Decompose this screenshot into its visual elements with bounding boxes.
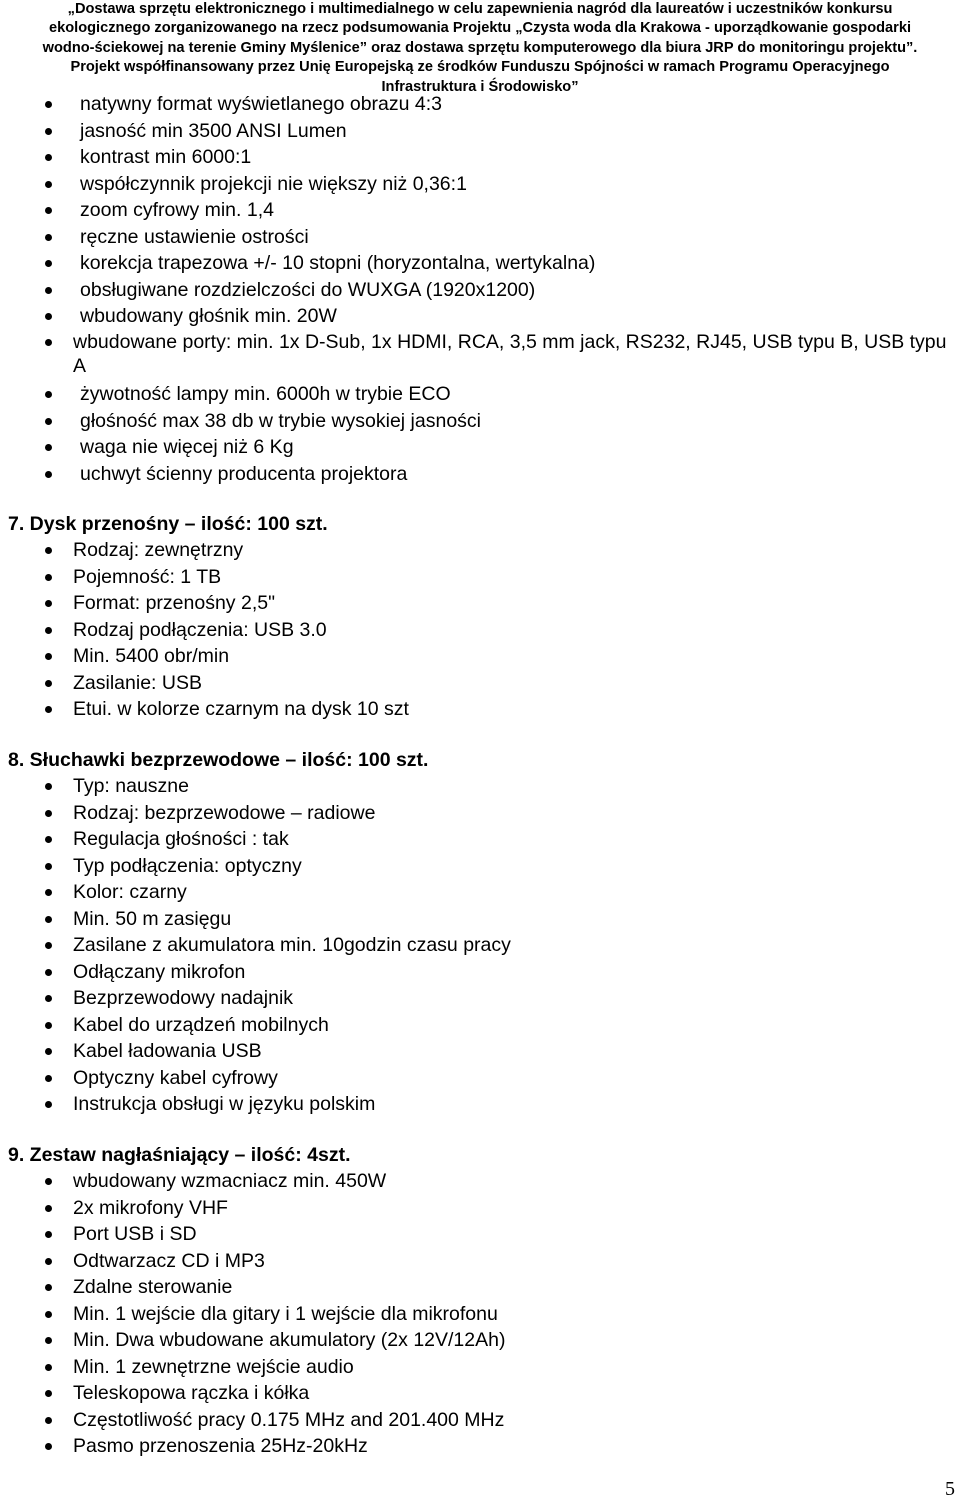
bullet-icon — [45, 1311, 52, 1318]
bullet-icon — [45, 1417, 52, 1424]
list-item: wbudowany głośnik min. 20W — [80, 303, 595, 330]
bullet-icon — [45, 600, 52, 607]
list-item: Zasilane z akumulatora min. 10godzin czasu pracy — [73, 932, 511, 959]
bullet-icon — [45, 995, 52, 1002]
list-item: natywny format wyświetlanego obrazu 4:3 — [80, 91, 595, 118]
list-item: Typ podłączenia: optyczny — [73, 853, 511, 880]
header-line: Infrastruktura i Środowisko” — [381, 78, 579, 95]
bullet-icon — [45, 1178, 52, 1185]
bullet-icon — [45, 706, 52, 713]
bullet-icon — [45, 836, 52, 843]
header-line: „Dostawa sprzętu elektronicznego i multimedialnego w celu zapewnienia nagród dla laureatów i uczestników konkursu — [67, 1, 893, 17]
list-item: Rodzaj: zewnętrzny — [73, 537, 409, 564]
portable-drive-list — [73, 537, 409, 723]
bullet-icon — [45, 889, 52, 896]
bullet-icon — [45, 313, 52, 320]
bullet-icon — [45, 1258, 52, 1265]
list-item: Min. 1 zewnętrzne wejście audio — [73, 1354, 505, 1381]
bullet-icon — [45, 1364, 52, 1371]
projector-spec-list-cont — [73, 330, 958, 378]
document-header — [0, 0, 960, 97]
list-item: Port USB i SD — [73, 1221, 505, 1248]
list-item: Min. Dwa wbudowane akumulatory (2x 12V/12Ah) — [73, 1327, 505, 1354]
bullet-icon — [45, 942, 52, 949]
bullet-icon — [45, 1022, 52, 1029]
bullet-icon — [45, 1205, 52, 1212]
projector-spec-list-end — [80, 381, 481, 487]
bullet-icon — [45, 969, 52, 976]
bullet-icon — [45, 444, 52, 451]
list-item: zoom cyfrowy min. 1,4 — [80, 197, 595, 224]
list-item: Kabel ładowania USB — [73, 1038, 511, 1065]
header-line: ekologicznego zorganizowanego na rzecz podsumowania Projektu „Czysta woda dla Krakowa - uporządkowanie gospodarki — [49, 20, 911, 37]
list-item: Regulacja głośności : tak — [73, 826, 511, 853]
list-item: Rodzaj podłączenia: USB 3.0 — [73, 617, 409, 644]
bullet-icon — [45, 287, 52, 294]
list-item: Odtwarzacz CD i MP3 — [73, 1248, 505, 1275]
list-item: głośność max 38 db w trybie wysokiej jasności — [80, 408, 481, 435]
bullet-icon — [45, 916, 52, 923]
projector-spec-list — [80, 91, 595, 330]
list-item: Teleskopowa rączka i kółka — [73, 1380, 505, 1407]
list-item: żywotność lampy min. 6000h w trybie ECO — [80, 381, 481, 408]
bullet-icon — [45, 260, 52, 267]
list-item: wbudowane porty: min. 1x D-Sub, 1x HDMI, RCA, 3,5 mm jack, RS232, RJ45, USB typu B, USB typu A — [73, 330, 958, 378]
list-item: Min. 5400 obr/min — [73, 643, 409, 670]
bullet-icon — [45, 680, 52, 687]
list-item: korekcja trapezowa +/- 10 stopni (horyzontalna, wertykalna) — [80, 250, 595, 277]
bullet-icon — [45, 1390, 52, 1397]
page-number: 5 — [945, 1478, 955, 1500]
bullet-icon — [45, 418, 52, 425]
bullet-icon — [45, 1101, 52, 1108]
bullet-icon — [45, 547, 52, 554]
list-item: jasność min 3500 ANSI Lumen — [80, 118, 595, 145]
list-item: Pasmo przenoszenia 25Hz-20kHz — [73, 1433, 505, 1460]
bullet-icon — [45, 128, 52, 135]
list-item: Typ: nauszne — [73, 773, 511, 800]
list-item: Zdalne sterowanie — [73, 1274, 505, 1301]
section-title-wireless-headphones: 8. Słuchawki bezprzewodowe – ilość: 100 szt. — [8, 749, 429, 771]
list-item: 2x mikrofony VHF — [73, 1195, 505, 1222]
bullet-icon — [45, 1048, 52, 1055]
list-item: Zasilanie: USB — [73, 670, 409, 697]
list-item: uchwyt ścienny producenta projektora — [80, 461, 481, 488]
list-item: wbudowany wzmacniacz min. 450W — [73, 1168, 505, 1195]
list-item: Instrukcja obsługi w języku polskim — [73, 1091, 511, 1118]
bullet-icon — [45, 207, 52, 214]
bullet-icon — [45, 471, 52, 478]
section-title-portable-drive: 7. Dysk przenośny – ilość: 100 szt. — [8, 513, 328, 535]
list-item: Pojemność: 1 TB — [73, 564, 409, 591]
bullet-icon — [45, 1337, 52, 1344]
bullet-icon — [45, 810, 52, 817]
header-line: Projekt współfinansowany przez Unię Europejską ze środków Funduszu Spójności w ramach Programu Operacyjnego — [70, 59, 890, 76]
list-item: waga nie więcej niż 6 Kg — [80, 434, 481, 461]
list-item: obsługiwane rozdzielczości do WUXGA (1920x1200) — [80, 277, 595, 304]
list-item: Bezprzewodowy nadajnik — [73, 985, 511, 1012]
list-item: Optyczny kabel cyfrowy — [73, 1065, 511, 1092]
bullet-icon — [45, 783, 52, 790]
wireless-headphones-list — [73, 773, 511, 1118]
list-item: ręczne ustawienie ostrości — [80, 224, 595, 251]
list-item: Kabel do urządzeń mobilnych — [73, 1012, 511, 1039]
pa-system-list — [73, 1168, 505, 1460]
bullet-icon — [45, 339, 52, 346]
list-item: Min. 1 wejście dla gitary i 1 wejście dla mikrofonu — [73, 1301, 505, 1328]
bullet-icon — [45, 1284, 52, 1291]
list-item: kontrast min 6000:1 — [80, 144, 595, 171]
list-item: współczynnik projekcji nie większy niż 0,36:1 — [80, 171, 595, 198]
bullet-icon — [45, 1075, 52, 1082]
bullet-icon — [45, 234, 52, 241]
list-item: Częstotliwość pracy 0.175 MHz and 201.400 MHz — [73, 1407, 505, 1434]
bullet-icon — [45, 863, 52, 870]
bullet-icon — [45, 1443, 52, 1450]
list-item: Rodzaj: bezprzewodowe – radiowe — [73, 800, 511, 827]
bullet-icon — [45, 574, 52, 581]
bullet-icon — [45, 391, 52, 398]
section-title-pa-system: 9. Zestaw nagłaśniający – ilość: 4szt. — [8, 1144, 351, 1166]
list-item: Odłączany mikrofon — [73, 959, 511, 986]
bullet-icon — [45, 1231, 52, 1238]
bullet-icon — [45, 627, 52, 634]
header-line: wodno-ściekowej na terenie Gminy Myślenice” oraz dostawa sprzętu komputerowego dla biura JRP do monitoringu projektu”. — [42, 39, 918, 56]
list-item: Format: przenośny 2,5" — [73, 590, 409, 617]
bullet-icon — [45, 154, 52, 161]
bullet-icon — [45, 653, 52, 660]
list-item: Kolor: czarny — [73, 879, 511, 906]
list-item: Etui. w kolorze czarnym na dysk 10 szt — [73, 696, 409, 723]
bullet-icon — [45, 101, 52, 108]
bullet-icon — [45, 181, 52, 188]
list-item: Min. 50 m zasięgu — [73, 906, 511, 933]
